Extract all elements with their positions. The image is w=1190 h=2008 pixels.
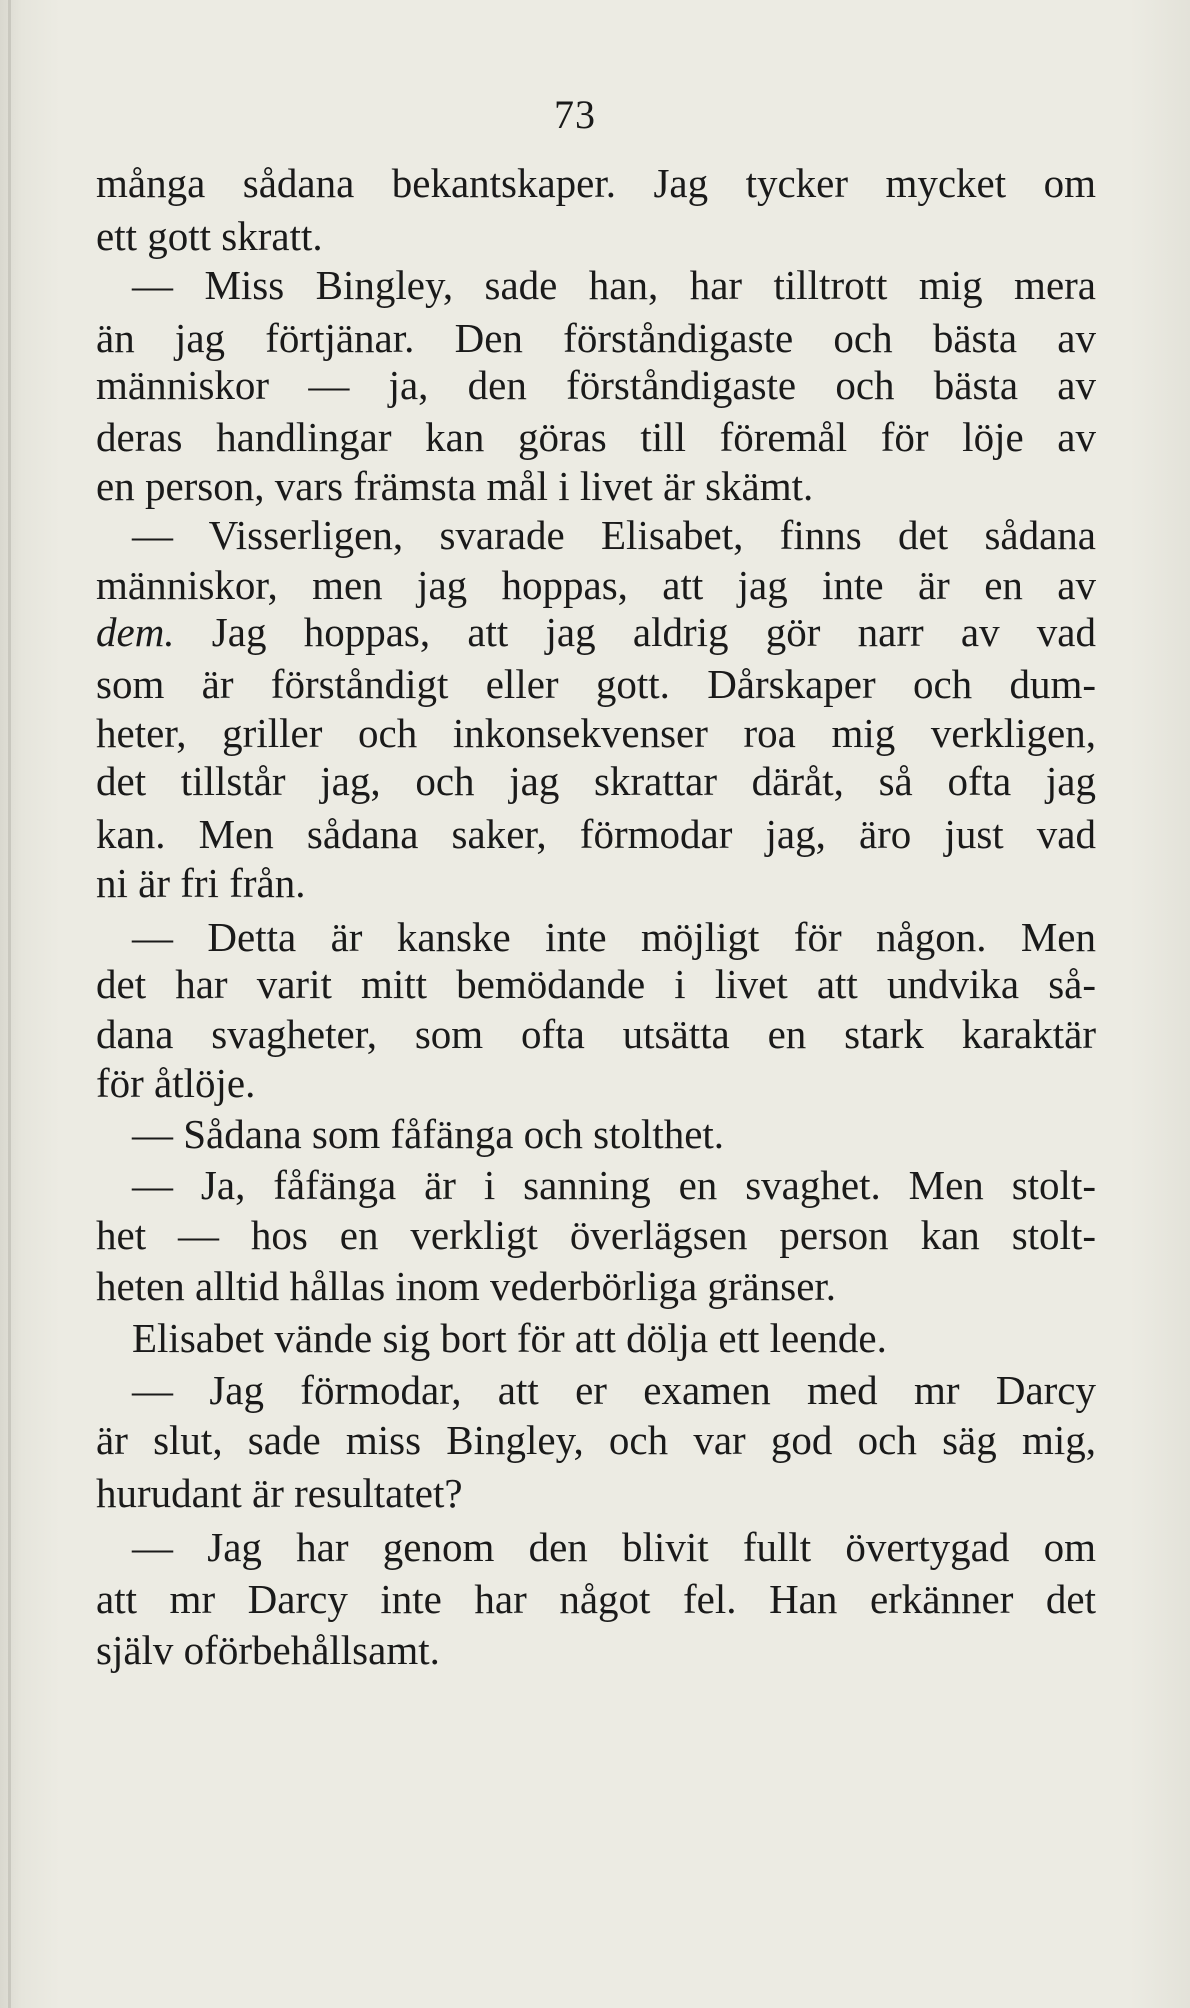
text-line: många sådana bekantskaper. Jag tycker mycket om xyxy=(96,160,1096,206)
text-line: — Visserligen, svarade Elisabet, finns det sådana xyxy=(132,512,1096,558)
text-line: som är förståndigt eller gott. Dårskaper och dum- xyxy=(96,661,1096,707)
text-line: kan. Men sådana saker, förmodar jag, äro just vad xyxy=(96,811,1096,857)
text-line: heten alltid hållas inom vederbörliga gränser. xyxy=(96,1263,837,1309)
text-line: hurudant är resultatet? xyxy=(96,1470,463,1516)
page-number: 73 xyxy=(554,92,596,137)
italic-word: dem. xyxy=(96,609,175,655)
text-line: människor — ja, den förståndigaste och bästa av xyxy=(96,362,1096,408)
text-line: människor, men jag hoppas, att jag inte är en av xyxy=(96,562,1096,608)
text-line: — Detta är kanske inte möjligt för någon. Men xyxy=(132,914,1096,960)
text-line: än jag förtjänar. Den förståndigaste och bästa av xyxy=(96,315,1096,361)
text-line: — Miss Bingley, sade han, har tilltrott mig mera xyxy=(132,262,1096,308)
text-line: — Ja, fåfänga är i sanning en svaghet. Men stolt- xyxy=(132,1162,1096,1208)
text-line: ni är fri från. xyxy=(96,860,306,906)
text-line: det har varit mitt bemödande i livet att undvika så- xyxy=(96,961,1096,1007)
text-line: Elisabet vände sig bort för att dölja ett leende. xyxy=(132,1315,887,1361)
text-line-rest: Jag hoppas, att jag aldrig gör narr av vad xyxy=(174,609,1096,655)
text-line: för åtlöje. xyxy=(96,1060,256,1106)
text-line: — Sådana som fåfänga och stolthet. xyxy=(132,1111,725,1157)
text-line: — Jag förmodar, att er examen med mr Darcy xyxy=(132,1367,1096,1413)
text-line: — Jag har genom den blivit fullt övertygad om xyxy=(132,1524,1096,1570)
text-line: det tillstår jag, och jag skrattar däråt, så ofta jag xyxy=(96,758,1096,804)
text-line: dana svagheter, som ofta utsätta en stark karaktär xyxy=(96,1011,1096,1057)
text-line: ett gott skratt. xyxy=(96,213,323,259)
text-line: är slut, sade miss Bingley, och var god och säg mig, xyxy=(96,1417,1096,1463)
text-line: själv oförbehållsamt. xyxy=(96,1627,440,1673)
text-line: att mr Darcy inte har något fel. Han erkänner det xyxy=(96,1576,1096,1622)
text-line: het — hos en verkligt överlägsen person kan stolt- xyxy=(96,1212,1096,1258)
text-line xyxy=(96,607,1096,657)
text-line: en person, vars främsta mål i livet är skämt. xyxy=(96,463,814,509)
text-line: heter, griller och inkonsekvenser roa mig verkligen, xyxy=(96,710,1096,756)
text-line: deras handlingar kan göras till föremål för löje av xyxy=(96,414,1096,460)
page-gutter xyxy=(8,0,11,2008)
